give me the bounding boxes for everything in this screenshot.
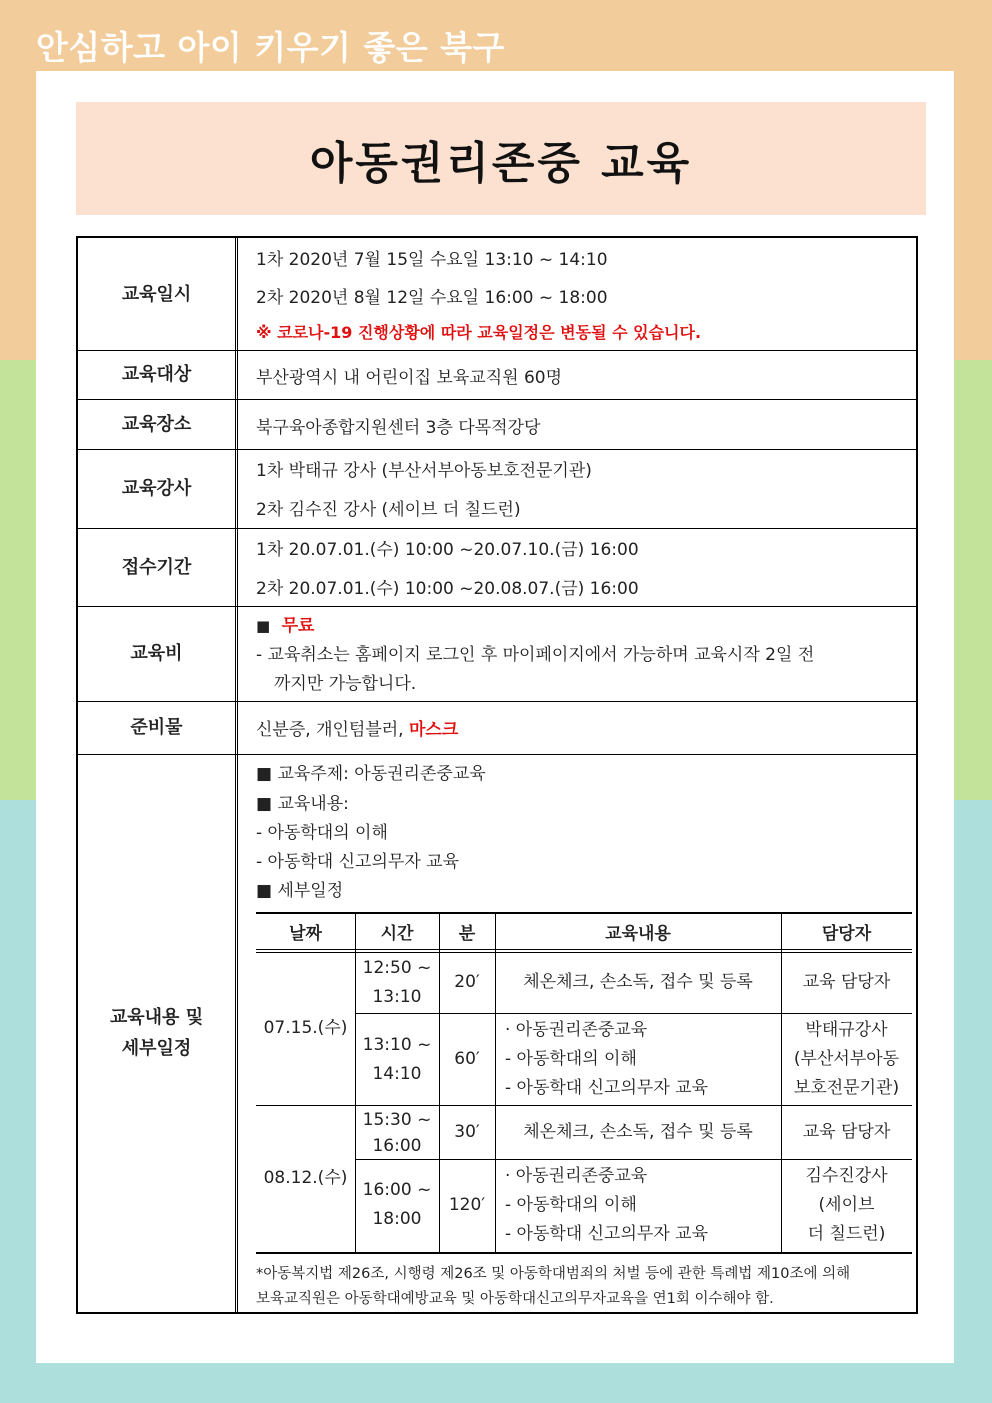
time-end: 13:10 xyxy=(372,986,422,1007)
header-date: 날짜 xyxy=(289,924,322,944)
content-cell: 체온체크, 손소독, 접수 및 등록 xyxy=(523,972,753,992)
person-cell xyxy=(781,1014,912,1105)
content-line: - 아동학대 신고의무자 교육 xyxy=(505,1078,708,1098)
row-supplies xyxy=(78,701,916,755)
time-start: 16:00 ~ xyxy=(362,1180,432,1200)
content-head: ■ 교육내용: xyxy=(256,794,349,814)
legal-note-line-1: *아동복지법 제26조, 시행령 제26조 및 아동학대범죄의 처벌 등에 관한 특례법 제10조에 의해 xyxy=(256,1266,851,1282)
label-target: 교육대상 xyxy=(78,350,238,399)
fee-cancel-line-1: - 교육취소는 홈페이지 로그인 후 마이페이지에서 가능하며 교육시작 2일 전 xyxy=(256,645,815,665)
person-line: (세이브 xyxy=(818,1194,875,1215)
target-text: 부산광역시 내 어린이집 보육교직원 60명 xyxy=(256,368,562,388)
supplies-content xyxy=(256,701,906,754)
schedule-content xyxy=(256,238,906,350)
content-line: · 아동권리존중교육 xyxy=(505,1020,648,1040)
square-bullet-icon: ■ xyxy=(256,617,271,635)
row-content xyxy=(78,754,916,1312)
label-supplies: 준비물 xyxy=(78,701,238,754)
content-line: - 아동학대 신고의무자 교육 xyxy=(505,1223,708,1244)
slogan: 안심하고 아이 키우기 좋은 북구 xyxy=(36,28,505,67)
legal-note-line-2: 보육교직원은 아동학대예방교육 및 아동학대신고의무자교육을 연1회 이수해야 함. xyxy=(256,1291,774,1307)
header-content: 교육내용 xyxy=(605,924,671,944)
row-schedule xyxy=(78,238,916,351)
supplies-text: 신분증, 개인텀블러, xyxy=(256,720,409,740)
info-table xyxy=(76,236,918,1314)
supplies-line xyxy=(256,715,458,740)
time-cell xyxy=(355,1106,439,1159)
label-content-line-2: 세부일정 xyxy=(121,1038,192,1059)
content-area xyxy=(248,754,908,1312)
time-start: 15:30 ~ xyxy=(362,1109,432,1130)
label-content xyxy=(78,754,238,1312)
minutes-cell: 60′ xyxy=(454,1049,480,1069)
supplies-mask: 마스크 xyxy=(409,720,459,740)
registration-content xyxy=(256,528,906,606)
person-cell xyxy=(781,1160,912,1250)
content-line: · 아동권리존중교육 xyxy=(505,1165,648,1186)
label-fee: 교육비 xyxy=(78,606,238,701)
page-title: 아동권리존중 교육 xyxy=(309,137,693,189)
time-cell xyxy=(355,952,439,1013)
date-cell-1: 07.15.(수) xyxy=(263,1018,348,1038)
place-text: 북구육아종합지원센터 3층 다목적강당 xyxy=(256,418,541,438)
instructor-content xyxy=(256,449,906,528)
content-cell xyxy=(495,1014,781,1105)
label-content-line-1: 교육내용 및 xyxy=(109,1007,204,1028)
time-cell xyxy=(355,1160,439,1250)
row-registration xyxy=(78,528,916,607)
person-line: (부산서부아동 xyxy=(793,1049,900,1069)
minutes-cell: 120′ xyxy=(448,1194,486,1215)
header-time: 시간 xyxy=(380,924,414,944)
content-line: - 아동학대의 이해 xyxy=(505,1049,637,1069)
fee-cancel-line-2: 까지만 가능합니다. xyxy=(274,674,417,694)
content-line: - 아동학대의 이해 xyxy=(505,1194,637,1215)
person-line: 보호전문기관) xyxy=(793,1078,900,1098)
schedule-line-1: 1차 2020년 7월 15일 수요일 13:10 ~ 14:10 xyxy=(256,250,608,270)
time-start: 12:50 ~ xyxy=(362,957,432,978)
instructor-line-1: 1차 박태규 강사 (부산서부아동보호전문기관) xyxy=(256,461,592,481)
content-item-1: - 아동학대의 이해 xyxy=(256,823,388,843)
content-item-2: - 아동학대 신고의무자 교육 xyxy=(256,852,459,872)
label-instructor: 교육강사 xyxy=(78,449,238,528)
row-instructor xyxy=(78,449,916,529)
person-line: 김수진강사 xyxy=(805,1165,888,1186)
minutes-cell: 30′ xyxy=(454,1122,480,1142)
schedule-notice: ※ 코로나-19 진행상황에 따라 교육일정은 변동될 수 있습니다. xyxy=(256,323,702,342)
label-place: 교육장소 xyxy=(78,399,238,449)
detail-schedule-head: ■ 세부일정 xyxy=(256,881,344,901)
fee-free: 무료 xyxy=(281,616,315,636)
time-cell xyxy=(355,1014,439,1105)
content-cell xyxy=(495,1160,781,1250)
label-schedule: 교육일시 xyxy=(78,238,238,350)
date-cell-2: 08.12.(수) xyxy=(263,1167,348,1188)
person-cell: 교육 담당자 xyxy=(802,1122,891,1142)
fee-content xyxy=(256,606,906,701)
row-target xyxy=(78,350,916,400)
content-topic: ■ 교육주제: 아동권리존중교육 xyxy=(256,764,486,784)
person-cell: 교육 담당자 xyxy=(802,972,891,992)
header-minutes: 분 xyxy=(458,924,476,944)
schedule-line-2: 2차 2020년 8월 12일 수요일 16:00 ~ 18:00 xyxy=(256,288,608,308)
row-fee xyxy=(78,606,916,702)
registration-line-2: 2차 20.07.01.(수) 10:00 ~20.08.07.(금) 16:00 xyxy=(256,579,639,599)
time-end: 16:00 xyxy=(372,1135,422,1156)
place-content xyxy=(256,399,906,449)
minutes-cell: 20′ xyxy=(454,972,480,992)
person-line: 더 칠드런) xyxy=(807,1223,886,1244)
time-end: 18:00 xyxy=(372,1209,422,1229)
legal-note xyxy=(256,1262,916,1312)
registration-line-1: 1차 20.07.01.(수) 10:00 ~20.07.10.(금) 16:00 xyxy=(256,540,639,560)
fee-free-line xyxy=(256,611,314,636)
header-person: 담당자 xyxy=(821,924,872,944)
target-content xyxy=(256,350,906,399)
row-place xyxy=(78,399,916,450)
detail-schedule-table xyxy=(256,912,912,1254)
person-line: 박태규강사 xyxy=(805,1020,888,1040)
label-registration: 접수기간 xyxy=(78,528,238,606)
time-start: 13:10 ~ xyxy=(362,1034,432,1055)
instructor-line-2: 2차 김수진 강사 (세이브 더 칠드런) xyxy=(256,500,521,520)
title-banner xyxy=(76,102,926,215)
time-end: 14:10 xyxy=(372,1063,422,1084)
content-cell: 체온체크, 손소독, 접수 및 등록 xyxy=(523,1122,753,1142)
